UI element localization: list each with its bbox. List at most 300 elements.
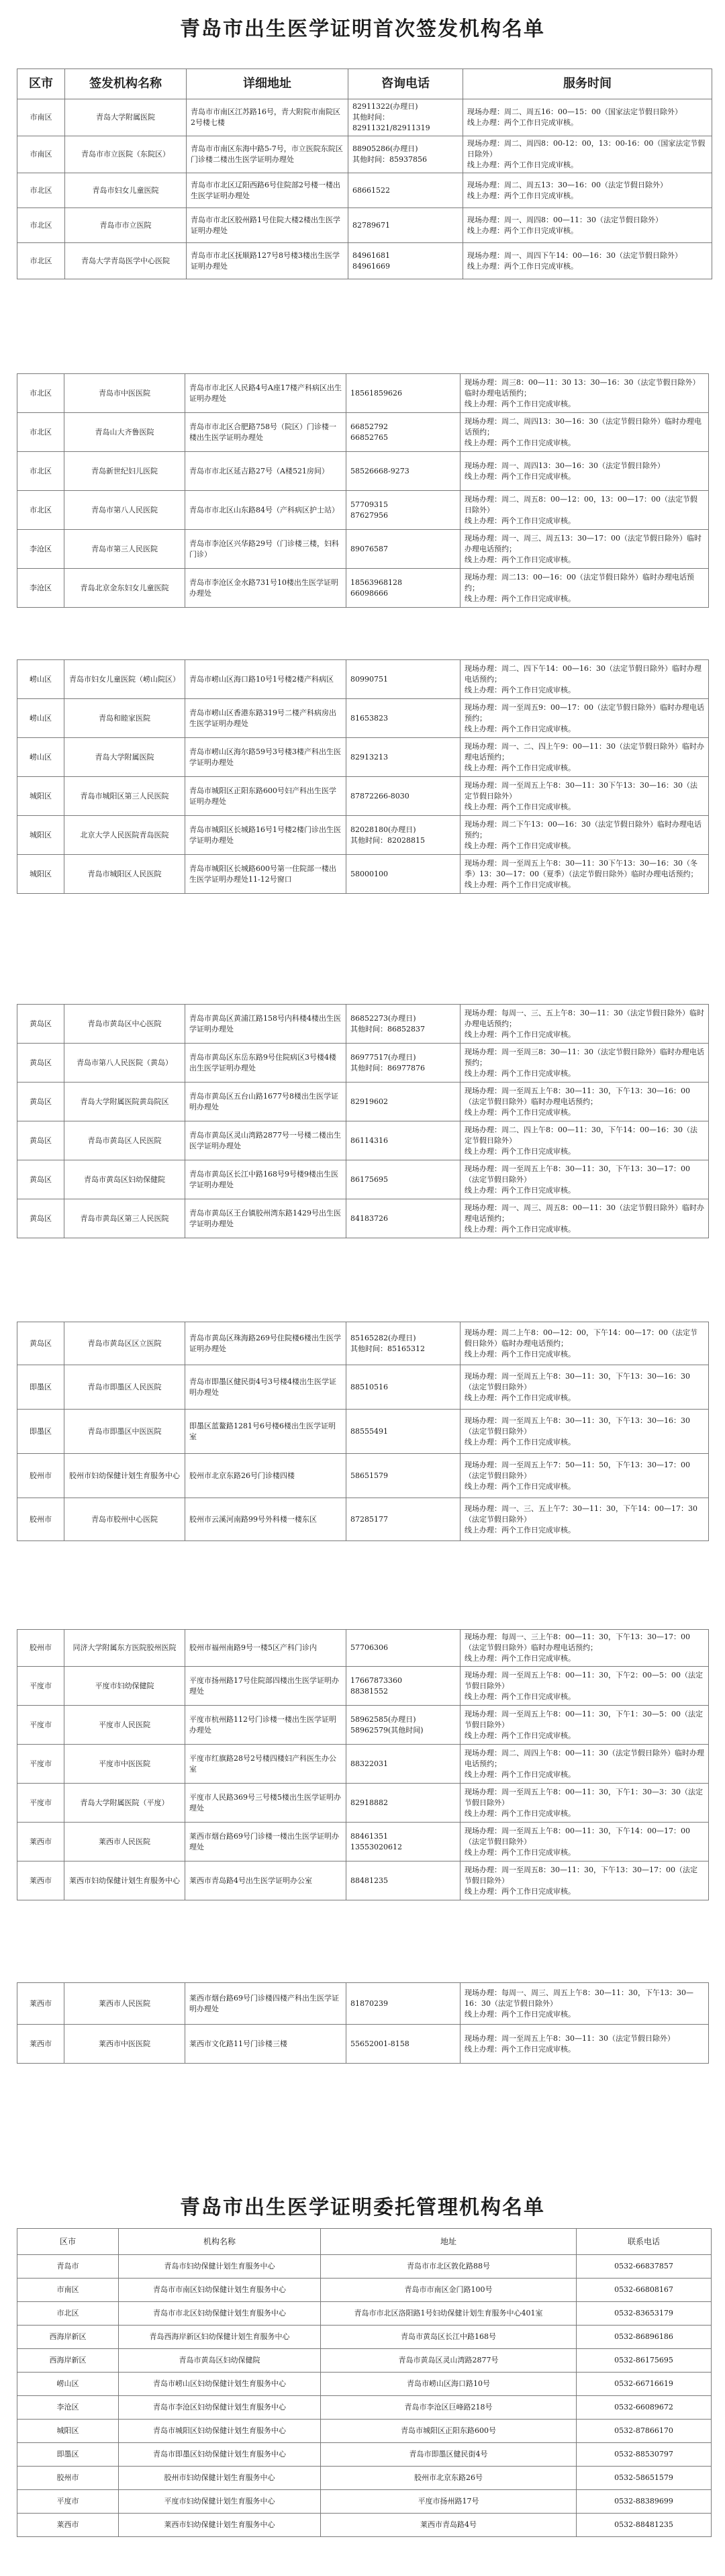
- address-cell: 莱西市烟台路69号门诊楼四楼产科出生医学证明办理处: [185, 1983, 346, 2025]
- service-time-cell: 现场办理：周一至周三8：30—11：30（法定节假日除外）临时办理电话预约； 线上办理：两个工作日完成审核。: [461, 1044, 709, 1083]
- address-cell: 青岛市市北区延吉路27号（A楼521房间）: [185, 452, 346, 491]
- institution-name-cell: 青岛市中医医院: [64, 374, 185, 413]
- service-time-cell: 现场办理：周一、周四13：30—16：30（法定节假日除外） 线上办理：两个工作日完成审核。: [461, 452, 709, 491]
- address-cell: 青岛市市南区金门路100号: [321, 2279, 577, 2302]
- table-row: [17, 2326, 712, 2349]
- column-header: 区市: [17, 69, 65, 99]
- service-time-cell: 现场办理：周一至周五上午8：30—11：30下午13：30—16：30（法定节假日除外） 线上办理：两个工作日完成审核。: [461, 777, 709, 816]
- district-cell: 即墨区: [17, 2443, 119, 2467]
- institution-table: [17, 373, 709, 608]
- address-cell: 青岛市城阳区正阳东路600号: [321, 2420, 577, 2443]
- district-cell: 市北区: [17, 374, 64, 413]
- institution-table: [17, 1322, 709, 1541]
- institution-name-cell: 青岛市即墨区妇幼保健计划生育服务中心: [119, 2443, 321, 2467]
- institution-name-cell: 胶州市妇幼保健计划生育服务中心: [119, 2467, 321, 2490]
- phone-cell: 88510516: [346, 1365, 461, 1410]
- phone-cell: 88322031: [346, 1745, 461, 1784]
- institution-table: [17, 1004, 709, 1238]
- address-cell: 青岛市市北区辽阳西路6号住院部2号楼一楼出生医学证明办理处: [187, 173, 348, 208]
- address-cell: 青岛市黄岛区长江中路168号9号楼9楼出生医学证明办理处: [185, 1160, 346, 1199]
- phone-cell: 0532-88530797: [577, 2443, 712, 2467]
- institution-name-cell: 莱西市中医医院: [64, 2025, 185, 2064]
- address-cell: 青岛市即墨区健民街4号: [321, 2443, 577, 2467]
- address-cell: 青岛市崂山区香港东路319号二楼产科病房出生医学证明办理处: [185, 699, 346, 738]
- service-time-cell: 现场办理：周一至周五上午8：00—11：30，下午2：00—5：00（法定节假日除外） 线上办理：两个工作日完成审核。: [461, 1667, 709, 1706]
- table-row: [17, 2025, 709, 2064]
- district-cell: 市南区: [17, 136, 65, 173]
- district-cell: 莱西市: [17, 1823, 64, 1861]
- table-header-row: [17, 69, 712, 99]
- address-cell: 即墨区蓝鳌路1281号6号楼6楼出生医学证明室: [185, 1410, 346, 1454]
- institution-table: [17, 659, 709, 894]
- institution-name-cell: 青岛市第三人民医院: [64, 530, 185, 569]
- address-cell: 青岛市市北区合肥路758号（院区）门诊楼一楼出生医学证明办理处: [185, 413, 346, 452]
- table-row: [17, 1005, 709, 1044]
- service-time-cell: 现场办理：周二、周五8：00—12：00，13：00—17：00（法定节假日除外） 线上办理：两个工作日完成审核。: [461, 491, 709, 530]
- table-row: [17, 1044, 709, 1083]
- institution-name-cell: 青岛北京金东妇女儿童医院: [64, 569, 185, 608]
- district-cell: 市北区: [17, 2302, 119, 2326]
- table-row: [17, 374, 709, 413]
- district-cell: 黄岛区: [17, 1005, 64, 1044]
- district-cell: 黄岛区: [17, 1083, 64, 1121]
- district-cell: 平度市: [17, 1745, 64, 1784]
- service-time-cell: 现场办理：周二、周四8：00-12：00，13：00-16：00（国家法定节假日除外） 线上办理：两个工作日完成审核。: [463, 136, 712, 173]
- district-cell: 平度市: [17, 1784, 64, 1823]
- district-cell: 崂山区: [17, 738, 64, 777]
- district-cell: 市北区: [17, 491, 64, 530]
- service-time-cell: 现场办理：周一至周五上午8：30—11：30下午13：30—16：30（冬季）13：30—17：00（夏季）（法定节假日除外）临时办理电话预约； 线上办理：两个工作日完成审核。: [461, 855, 709, 894]
- table-row: [17, 1823, 709, 1861]
- table-row: [17, 2514, 712, 2537]
- address-cell: 胶州市北京东路26号: [321, 2467, 577, 2490]
- service-time-cell: 现场办理：周一至周五上午8：00—11：30，下午14：00—17：00（法定节假日除外） 线上办理：两个工作日完成审核。: [461, 1823, 709, 1861]
- table-row: [17, 1160, 709, 1199]
- management-header-row: [17, 2229, 712, 2255]
- address-cell: 莱西市青岛路4号出生医学证明办公室: [185, 1861, 346, 1900]
- phone-cell: 88461351 13553020612: [346, 1823, 461, 1861]
- address-cell: 莱西市烟台路69号门诊楼一楼出生医学证明办理处: [185, 1823, 346, 1861]
- service-time-cell: 现场办理：周一至周五上午8：30—11：30，下午13：30—16：00（法定节假日除外）临时办理电话预约； 线上办理：两个工作日完成审核。: [461, 1083, 709, 1121]
- district-cell: 李沧区: [17, 530, 64, 569]
- phone-cell: 80990751: [346, 660, 461, 699]
- phone-cell: 84183726: [346, 1199, 461, 1238]
- phone-cell: 88905286(办理日) 其他时间：85937856: [348, 136, 463, 173]
- institution-name-cell: 青岛市崂山区妇幼保健计划生育服务中心: [119, 2373, 321, 2396]
- phone-cell: 58651579: [346, 1454, 461, 1498]
- table-row: [17, 1121, 709, 1160]
- table-row: [17, 1745, 709, 1784]
- service-time-cell: 现场办理：周一至周五上午8：30—11：30，下午13：30—16：30（法定节假日除外） 线上办理：两个工作日完成审核。: [461, 1365, 709, 1410]
- address-cell: 青岛市黄岛区珠海路269号住院楼6楼出生医学证明办理处: [185, 1322, 346, 1365]
- column-header: 详细地址: [187, 69, 348, 99]
- table-row: [17, 1706, 709, 1745]
- table-row: [17, 1861, 709, 1900]
- table-row: [17, 2349, 712, 2373]
- district-cell: 莱西市: [17, 2025, 64, 2064]
- institution-table-block: [17, 68, 708, 279]
- table-row: [17, 660, 709, 699]
- institution-name-cell: 青岛市黄岛区人民医院: [64, 1121, 185, 1160]
- phone-cell: 57709315 87627956: [346, 491, 461, 530]
- institution-name-cell: 青岛市黄岛区中心医院: [64, 1005, 185, 1044]
- phone-cell: 86977517(办理日) 其他时间：86977876: [346, 1044, 461, 1083]
- institution-name-cell: 青岛市黄岛区第三人民医院: [64, 1199, 185, 1238]
- address-cell: 青岛市黄岛区长江中路168号: [321, 2326, 577, 2349]
- table-row: [17, 777, 709, 816]
- institution-name-cell: 青岛新世纪妇儿医院: [64, 452, 185, 491]
- address-cell: 青岛市黄岛区王台镇胶州湾东路1429号出生医学证明办理处: [185, 1199, 346, 1238]
- phone-cell: 82028180(办理日) 其他时间：82028815: [346, 816, 461, 855]
- phone-cell: 86852273(办理日) 其他时间：86852837: [346, 1005, 461, 1044]
- table-row: [17, 243, 712, 279]
- district-cell: 即墨区: [17, 1365, 64, 1410]
- address-cell: 青岛市市北区敦化路88号: [321, 2255, 577, 2279]
- service-time-cell: 现场办理：周二、周五13：30—16：00（法定节假日除外） 线上办理：两个工作日完成审核。: [463, 173, 712, 208]
- service-time-cell: 现场办理：周二、周四上午8：00—11：30（法定节假日除外）临时办理电话预约； 线上办理：两个工作日完成审核。: [461, 1745, 709, 1784]
- phone-cell: 88555491: [346, 1410, 461, 1454]
- column-header: 地址: [321, 2229, 577, 2255]
- table-row: [17, 1322, 709, 1365]
- district-cell: 城阳区: [17, 777, 64, 816]
- district-cell: 城阳区: [17, 816, 64, 855]
- address-cell: 胶州市北京东路26号门诊楼四楼: [185, 1454, 346, 1498]
- district-cell: 李沧区: [17, 2396, 119, 2420]
- institution-name-cell: 青岛市城阳区妇幼保健计划生育服务中心: [119, 2420, 321, 2443]
- institution-name-cell: 青岛市城阳区第三人民医院: [64, 777, 185, 816]
- institution-name-cell: 平度市人民医院: [64, 1706, 185, 1745]
- institution-name-cell: 青岛市李沧区妇幼保健计划生育服务中心: [119, 2396, 321, 2420]
- table-row: [17, 1983, 709, 2025]
- address-cell: 青岛市即墨区健民街4号3号楼4楼出生医学证明办理处: [185, 1365, 346, 1410]
- institution-name-cell: 莱西市妇幼保健计划生育服务中心: [119, 2514, 321, 2537]
- table-row: [17, 413, 709, 452]
- phone-cell: 58000100: [346, 855, 461, 894]
- service-time-cell: 现场办理：周二上午8：00—12：00，下午14：00—17：00（法定节假日除外）临时办理电话预约； 线上办理：两个工作日完成审核。: [461, 1322, 709, 1365]
- phone-cell: 0532-66837857: [577, 2255, 712, 2279]
- institution-name-cell: 青岛市妇幼保健计划生育服务中心: [119, 2255, 321, 2279]
- address-cell: 青岛市城阳区长城路16号1号楼2楼门诊出生医学证明办理处: [185, 816, 346, 855]
- address-cell: 胶州市云溪河南路99号外科楼一楼东区: [185, 1498, 346, 1541]
- phone-cell: 18563968128 66098666: [346, 569, 461, 608]
- institution-name-cell: 莱西市人民医院: [64, 1983, 185, 2025]
- address-cell: 青岛市市北区山东路84号（产科病区护士站）: [185, 491, 346, 530]
- address-cell: 青岛市黄岛区东岳东路9号住院病区3号楼4楼出生医学证明办理处: [185, 1044, 346, 1083]
- phone-cell: 0532-86175695: [577, 2349, 712, 2373]
- service-time-cell: 现场办理：每周一、三、五上午8：30—11：30（法定节假日除外）临时办理电话预约； 线上办理：两个工作日完成审核。: [461, 1005, 709, 1044]
- address-cell: 青岛市崂山区海尔路59号3号楼3楼产科出生医学证明办理处: [185, 738, 346, 777]
- phone-cell: 0532-66808167: [577, 2279, 712, 2302]
- service-time-cell: 现场办理：周一、周三、周五8：00—11：30（法定节假日除外）临时办理电话预约； 线上办理：两个工作日完成审核。: [461, 1199, 709, 1238]
- table-row: [17, 452, 709, 491]
- institution-name-cell: 青岛市市立医院（东院区）: [65, 136, 187, 173]
- phone-cell: 82911322(办理日) 其他时间：82911321/82911319: [348, 99, 463, 136]
- table-row: [17, 1454, 709, 1498]
- district-cell: 市南区: [17, 2279, 119, 2302]
- phone-cell: 55652001-8158: [346, 2025, 461, 2064]
- service-time-cell: 现场办理：周一、周三、周五13：30—17：00（法定节假日除外）临时办理电话预约； 线上办理：两个工作日完成审核。: [461, 530, 709, 569]
- district-cell: 莱西市: [17, 1861, 64, 1900]
- phone-cell: 85165282(办理日) 其他时间：85165312: [346, 1322, 461, 1365]
- table-row: [17, 816, 709, 855]
- service-time-cell: 现场办理：周一至周五8：30—11：30，下午13：30—17：00（法定节假日除外） 线上办理：两个工作日完成审核。: [461, 1861, 709, 1900]
- institution-name-cell: 青岛市胶州中心医院: [64, 1498, 185, 1541]
- institution-name-cell: 青岛山大齐鲁医院: [64, 413, 185, 452]
- institution-name-cell: 青岛市即墨区人民医院: [64, 1365, 185, 1410]
- district-cell: 胶州市: [17, 1630, 64, 1667]
- address-cell: 青岛市市南区江苏路16号，青大附院市南院区2号楼七楼: [187, 99, 348, 136]
- address-cell: 莱西市青岛路4号: [321, 2514, 577, 2537]
- district-cell: 平度市: [17, 1706, 64, 1745]
- table-row: [17, 738, 709, 777]
- address-cell: 青岛市李沧区巨峰路218号: [321, 2396, 577, 2420]
- table-row: [17, 2255, 712, 2279]
- service-time-cell: 现场办理：周一至周五上午8：00—11：30，下午1：30—3：30（法定节假日除外） 线上办理：两个工作日完成审核。: [461, 1784, 709, 1823]
- address-cell: 青岛市崂山区海口路10号1号楼2楼产科病区: [185, 660, 346, 699]
- phone-cell: 57706306: [346, 1630, 461, 1667]
- institution-table: [17, 68, 712, 279]
- phone-cell: 82913213: [346, 738, 461, 777]
- institution-name-cell: 青岛大学青岛医学中心医院: [65, 243, 187, 279]
- phone-cell: 87285177: [346, 1498, 461, 1541]
- institution-name-cell: 莱西市人民医院: [64, 1823, 185, 1861]
- column-header: 服务时间: [463, 69, 712, 99]
- table-row: [17, 1784, 709, 1823]
- institution-name-cell: 平度市妇幼保健计划生育服务中心: [119, 2490, 321, 2514]
- address-cell: 平度市红旗路28号2号楼四楼妇产科医生办公室: [185, 1745, 346, 1784]
- district-cell: 平度市: [17, 2490, 119, 2514]
- phone-cell: 68661522: [348, 173, 463, 208]
- district-cell: 李沧区: [17, 569, 64, 608]
- address-cell: 青岛市市南区东海中路5-7号，市立医院东院区门诊楼二楼出生医学证明办理处: [187, 136, 348, 173]
- institution-name-cell: 青岛市黄岛区妇幼保健院: [64, 1160, 185, 1199]
- table-row: [17, 855, 709, 894]
- service-time-cell: 现场办理：每周一、周三、周五上午8：30—11：30，下午13：30—16：30（法定节假日除外） 线上办理：两个工作日完成审核。: [461, 1983, 709, 2025]
- table-row: [17, 1498, 709, 1541]
- institution-name-cell: 青岛大学附属医院黄岛院区: [64, 1083, 185, 1121]
- district-cell: 黄岛区: [17, 1322, 64, 1365]
- phone-cell: 0532-58651579: [577, 2467, 712, 2490]
- table-row: [17, 2467, 712, 2490]
- institution-name-cell: 青岛市市南区妇幼保健计划生育服务中心: [119, 2279, 321, 2302]
- phone-cell: 0532-66716619: [577, 2373, 712, 2396]
- phone-cell: 86114316: [346, 1121, 461, 1160]
- district-cell: 黄岛区: [17, 1199, 64, 1238]
- service-time-cell: 现场办理：每周一、三上午8：00—11：30，下午13：30—17：00（法定节假日除外）临时办理电话预约； 线上办理：两个工作日完成审核。: [461, 1630, 709, 1667]
- address-cell: 青岛市黄岛区灵山湾路2877号一号楼二楼出生医学证明办理处: [185, 1121, 346, 1160]
- institution-table-block: [17, 1629, 708, 1900]
- table-row: [17, 99, 712, 136]
- address-cell: 青岛市市北区抚顺路127号8号楼3楼出生医学证明办理处: [187, 243, 348, 279]
- address-cell: 青岛市黄岛区五台山路1677号8楼出生医学证明办理处: [185, 1083, 346, 1121]
- institution-table: [17, 1982, 709, 2064]
- phone-cell: 17667873360 88381552: [346, 1667, 461, 1706]
- institution-name-cell: 青岛市妇女儿童医院: [65, 173, 187, 208]
- table-row: [17, 1365, 709, 1410]
- service-time-cell: 现场办理：周一至周五上午8：00—11：30，下午1：30—5：00（法定节假日除外） 线上办理：两个工作日完成审核。: [461, 1706, 709, 1745]
- management-table: [17, 2228, 708, 2537]
- service-time-cell: 现场办理：周一至周五上午7：50—11：50，下午13：30—17：00（法定节假日除外） 线上办理：两个工作日完成审核。: [461, 1454, 709, 1498]
- address-cell: 青岛市城阳区正阳东路600号妇产科出生医学证明办理处: [185, 777, 346, 816]
- district-cell: 崂山区: [17, 2373, 119, 2396]
- service-time-cell: 现场办理：周三8：00—11：30 13：30—16：30（法定节假日除外）临时办理电话预约； 线上办理：两个工作日完成审核。: [461, 374, 709, 413]
- table-row: [17, 173, 712, 208]
- district-cell: 崂山区: [17, 699, 64, 738]
- table-row: [17, 491, 709, 530]
- table-row: [17, 569, 709, 608]
- district-cell: 胶州市: [17, 1498, 64, 1541]
- column-header: 咨询电话: [348, 69, 463, 99]
- institution-name-cell: 北京大学人民医院青岛医院: [64, 816, 185, 855]
- phone-cell: 0532-66089672: [577, 2396, 712, 2420]
- service-time-cell: 现场办理：周二、四上午8：00—11：30，下午14：00—16：30（法定节假日除外） 线上办理：两个工作日完成审核。: [461, 1121, 709, 1160]
- institution-name-cell: 青岛大学附属医院: [64, 738, 185, 777]
- district-cell: 胶州市: [17, 1454, 64, 1498]
- institution-table: [17, 1629, 709, 1900]
- management-title: 青岛市出生医学证明委托管理机构名单: [180, 2196, 545, 2219]
- address-cell: 平度市人民路369号三号楼5楼出生医学证明办理处: [185, 1784, 346, 1823]
- service-time-cell: 现场办理：周一、周四下午14：00—16：30（法定节假日除外） 线上办理：两个工作日完成审核。: [463, 243, 712, 279]
- address-cell: 平度市扬州路17号住院部四楼出生医学证明办理处: [185, 1667, 346, 1706]
- address-cell: 莱西市文化路11号门诊楼三楼: [185, 2025, 346, 2064]
- table-row: [17, 2443, 712, 2467]
- institution-name-cell: 青岛和睦家医院: [64, 699, 185, 738]
- institution-name-cell: 莱西市妇幼保健计划生育服务中心: [64, 1861, 185, 1900]
- address-cell: 平度市杭州路112号门诊楼一楼出生医学证明办理处: [185, 1706, 346, 1745]
- service-time-cell: 现场办理：周二、四下午14：00—16：30（法定节假日除外）临时办理电话预约； 线上办理：两个工作日完成审核。: [461, 660, 709, 699]
- column-header: 签发机构名称: [65, 69, 187, 99]
- service-time-cell: 现场办理：周一至周五上午8：30—11：30（法定节假日除外） 线上办理：两个工作日完成审核。: [461, 2025, 709, 2064]
- table-row: [17, 699, 709, 738]
- district-cell: 即墨区: [17, 1410, 64, 1454]
- district-cell: 市南区: [17, 99, 65, 136]
- phone-cell: 86175695: [346, 1160, 461, 1199]
- phone-cell: 0532-86896186: [577, 2326, 712, 2349]
- district-cell: 黄岛区: [17, 1044, 64, 1083]
- institution-table-block: [17, 1004, 708, 1238]
- address-cell: 青岛市崂山区海口路10号: [321, 2373, 577, 2396]
- district-cell: 西海岸新区: [17, 2326, 119, 2349]
- district-cell: 市北区: [17, 452, 64, 491]
- address-cell: 青岛市李沧区金水路731号10楼出生医学证明办理处: [185, 569, 346, 608]
- table-row: [17, 1630, 709, 1667]
- phone-cell: 84961681 84961669: [348, 243, 463, 279]
- institution-table-block: [17, 659, 708, 894]
- service-time-cell: 现场办理：周一、二、四上午9：00—11：30（法定节假日除外）临时办理电话预约； 线上办理：两个工作日完成审核。: [461, 738, 709, 777]
- district-cell: 胶州市: [17, 2467, 119, 2490]
- phone-cell: 18561859626: [346, 374, 461, 413]
- table-row: [17, 1199, 709, 1238]
- phone-cell: 82918882: [346, 1784, 461, 1823]
- phone-cell: 82919602: [346, 1083, 461, 1121]
- address-cell: 青岛市黄岛区黄浦江路158号内科楼4楼出生医学证明办理处: [185, 1005, 346, 1044]
- table-row: [17, 1083, 709, 1121]
- phone-cell: 0532-83653179: [577, 2302, 712, 2326]
- district-cell: 市北区: [17, 243, 65, 279]
- phone-cell: 66852792 66852765: [346, 413, 461, 452]
- table-row: [17, 2373, 712, 2396]
- institution-name-cell: 青岛市即墨区中医医院: [64, 1410, 185, 1454]
- institution-name-cell: 平度市妇幼保健院: [64, 1667, 185, 1706]
- column-header: 机构名称: [119, 2229, 321, 2255]
- table-row: [17, 530, 709, 569]
- table-row: [17, 2420, 712, 2443]
- phone-cell: 0532-88389699: [577, 2490, 712, 2514]
- table-row: [17, 1410, 709, 1454]
- table-row: [17, 2302, 712, 2326]
- service-time-cell: 现场办理：周二、周四13：30—16：30（法定节假日除外）临时办理电话预约； 线上办理：两个工作日完成审核。: [461, 413, 709, 452]
- district-cell: 平度市: [17, 1667, 64, 1706]
- address-cell: 青岛市黄岛区灵山湾路2877号: [321, 2349, 577, 2373]
- phone-cell: 81653823: [346, 699, 461, 738]
- table-row: [17, 1667, 709, 1706]
- district-cell: 城阳区: [17, 855, 64, 894]
- district-cell: 市北区: [17, 173, 65, 208]
- address-cell: 胶州市福州南路9号一楼5区产科门诊内: [185, 1630, 346, 1667]
- district-cell: 市北区: [17, 413, 64, 452]
- service-time-cell: 现场办理：周一至周五上午8：30—11：30，下午13：30—17：00（法定节假日除外） 线上办理：两个工作日完成审核。: [461, 1160, 709, 1199]
- institution-name-cell: 青岛大学附属医院（平度）: [64, 1784, 185, 1823]
- institution-name-cell: 青岛市黄岛区区立医院: [64, 1322, 185, 1365]
- table-row: [17, 2490, 712, 2514]
- column-header: 联系电话: [577, 2229, 712, 2255]
- phone-cell: 58526668-9273: [346, 452, 461, 491]
- address-cell: 青岛市城阳区长城路600号第一住院部一楼出生医学证明办理处11-12号窗口: [185, 855, 346, 894]
- service-time-cell: 现场办理：周二13：00—16：00（法定节假日除外）临时办理电话预约； 线上办理：两个工作日完成审核。: [461, 569, 709, 608]
- phone-cell: 87872266-8030: [346, 777, 461, 816]
- address-cell: 青岛市市北区人民路4号A座17楼产科病区出生证明办理处: [185, 374, 346, 413]
- service-time-cell: 现场办理：周一、三、五上午7：30—11：30，下午14：00—17：30（法定节假日除外） 线上办理：两个工作日完成审核。: [461, 1498, 709, 1541]
- service-time-cell: 现场办理：周一至周五9：00—17：00（法定节假日除外）临时办理电话预约； 线上办理：两个工作日完成审核。: [461, 699, 709, 738]
- phone-cell: 89076587: [346, 530, 461, 569]
- institution-name-cell: 青岛市第八人民医院（黄岛）: [64, 1044, 185, 1083]
- district-cell: 城阳区: [17, 2420, 119, 2443]
- phone-cell: 0532-87866170: [577, 2420, 712, 2443]
- table-row: [17, 208, 712, 243]
- service-time-cell: 现场办理：周一、周四8：00—11：30（法定节假日除外） 线上办理：两个工作日完成审核。: [463, 208, 712, 243]
- phone-cell: 0532-88481235: [577, 2514, 712, 2537]
- district-cell: 莱西市: [17, 2514, 119, 2537]
- phone-cell: 82789671: [348, 208, 463, 243]
- institution-table-block: [17, 373, 708, 608]
- institution-name-cell: 青岛市市北区妇幼保健计划生育服务中心: [119, 2302, 321, 2326]
- column-header: 区市: [17, 2229, 119, 2255]
- address-cell: 青岛市市北区洛阳路1号妇幼保健计划生育服务中心401室: [321, 2302, 577, 2326]
- institution-name-cell: 青岛大学附属医院: [65, 99, 187, 136]
- table-row: [17, 2279, 712, 2302]
- address-cell: 青岛市李沧区兴华路29号（门诊楼三楼，妇科门诊）: [185, 530, 346, 569]
- district-cell: 莱西市: [17, 1983, 64, 2025]
- address-cell: 平度市扬州路17号: [321, 2490, 577, 2514]
- service-time-cell: 现场办理：周二下午13：00—16：30（法定节假日除外）临时办理电话预约； 线上办理：两个工作日完成审核。: [461, 816, 709, 855]
- phone-cell: 58962585(办理日) 58962579(其他时间): [346, 1706, 461, 1745]
- institution-name-cell: 青岛市黄岛区妇幼保健院: [119, 2349, 321, 2373]
- district-cell: 市北区: [17, 208, 65, 243]
- page-title: 青岛市出生医学证明首次签发机构名单: [180, 17, 545, 41]
- district-cell: 黄岛区: [17, 1121, 64, 1160]
- institution-name-cell: 平度市中医医院: [64, 1745, 185, 1784]
- institution-table-block: [17, 1982, 708, 2064]
- district-cell: 黄岛区: [17, 1160, 64, 1199]
- institution-name-cell: 胶州市妇幼保健计划生育服务中心: [64, 1454, 185, 1498]
- institution-name-cell: 同济大学附属东方医院胶州医院: [64, 1630, 185, 1667]
- institution-name-cell: 青岛市第八人民医院: [64, 491, 185, 530]
- institution-name-cell: 青岛市城阳区人民医院: [64, 855, 185, 894]
- service-time-cell: 现场办理：周二、周五16：00—15：00（国家法定节假日除外） 线上办理：两个工作日完成审核。: [463, 99, 712, 136]
- address-cell: 青岛市市北区胶州路1号住院大楼2楼出生医学证明办理处: [187, 208, 348, 243]
- table-row: [17, 2396, 712, 2420]
- service-time-cell: 现场办理：周一至周五上午8：30—11：30，下午13：30—16：30（法定节假日除外） 线上办理：两个工作日完成审核。: [461, 1410, 709, 1454]
